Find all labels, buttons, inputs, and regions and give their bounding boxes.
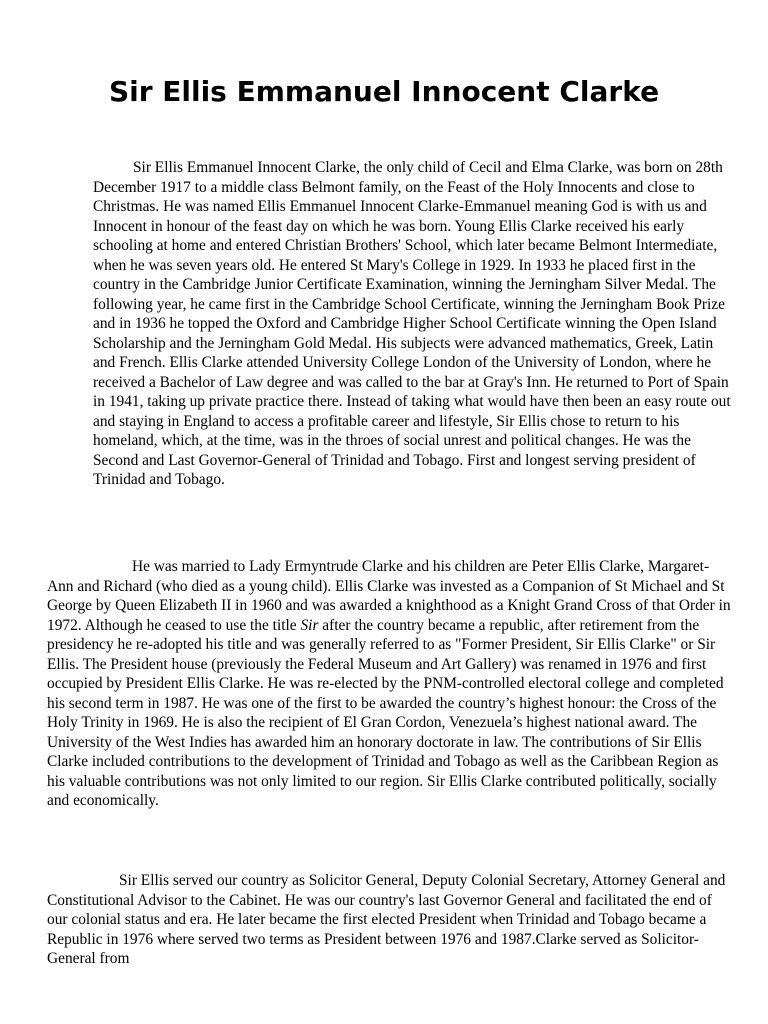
- paragraph-early-life: Sir Ellis Emmanuel Innocent Clarke, the only child of Cecil and Elma Clarke, was born on 28th December 1917 to a middle class Belmont family, on the Feast of the Holy Innocents and close to Christmas. He was named Ellis Emmanuel Innocent Clarke-Emmanuel meaning God is with us and Innocent in honour of the feast day on which he was born. Young Ellis Clarke received his early schooling at home and entered Christian Brothers' School, which later became Belmont Intermediate, when he was seven years old. He entered St Mary's College in 1929. In 1933 he placed first in the country in the Cambridge Junior Certificate Examination, winning the Jerningham Silver Medal. The following year, he came first in the Cambridge School Certificate, winning the Jerningham Book Prize and in 1936 he topped the Oxford and Cambridge Higher School Certificate winning the Open Island Scholarship and the Jerningham Gold Medal. His subjects were advanced mathematics, Greek, Latin and French. Ellis Clarke attended University College London of the University of London, where he received a Bachelor of Law degree and was called to the bar at Gray's Inn. He returned to Port of Spain in 1941, taking up private practice there. Instead of taking what would have then been an easy route out and staying in England to access a profitable career and lifestyle, Sir Ellis chose to return to his homeland, which, at the time, was in the throes of social unrest and political changes. He was the Second and Last Governor-General of Trinidad and Tobago. First and longest serving president of Trinidad and Tobago.: [93, 159, 731, 488]
- paragraph-honours-text-start: He was married to Lady Ermyntrude Clarke and his children are Peter Ellis Clarke, Margaret-Ann and Richard (who died as a young child). Ellis Clarke was invested as a Companion of St Michael and St George by Queen Elizabeth II in 1960 and was awarded a knighthood as a Knight Grand Cross of that Order in 1972. Although he ceased to use the title: [47, 558, 731, 634]
- paragraph-service: Sir Ellis served our country as Solicitor General, Deputy Colonial Secretary, Attorney General and Constitutional Advisor to the Cabinet. He was our country's last Governor General and facilitated the end of our colonial status and era. He later became the first elected President when Trinidad and Tobago became a Republic in 1976 where served two terms as President between 1976 and 1987.Clarke served as Solicitor-General from: [47, 872, 726, 967]
- italic-title-sir: Sir: [300, 616, 319, 634]
- page-title: Sir Ellis Emmanuel Innocent Clarke: [108, 75, 660, 108]
- paragraph-honours-text-end: after the country became a republic, after retirement from the presidency he re-adopted his title and was generally referred to as "Former President, Sir Ellis Clarke" or Sir Ellis. The President house (previously the Federal Museum and Art Gallery) was renamed in 1976 and first occupied by President Ellis Clarke. He was re-elected by the PNM-controlled electoral college and completed his second term in 1987. He was one of the first to be awarded the country’s highest honour: the Cross of the Holy Trinity in 1969. He is also the recipient of El Gran Cordon, Venezuela’s highest national award. The University of the West Indies has awarded him an honorary doctorate in law. The contributions of Sir Ellis Clarke included contributions to the development of Trinidad and Tobago as well as the Caribbean Region as his valuable contributions was not only limited to our region. Sir Ellis Clarke contributed politically, socially and economically.: [47, 616, 724, 809]
- paragraph-honours: [47, 557, 735, 811]
